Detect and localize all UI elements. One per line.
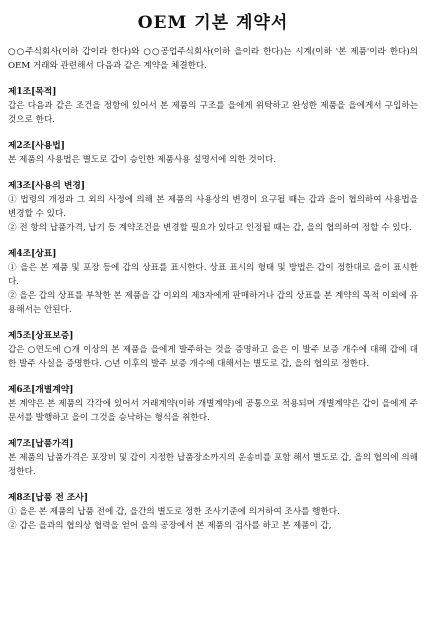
article-3 bbox=[8, 179, 418, 235]
article-title: 제7조[납품가격] bbox=[8, 439, 74, 449]
article-paragraph: ① 법령의 개정과 그 외의 사정에 의해 본 제품의 사용상의 변경이 요구될 때는 갑과 을이 협의하여 사용법을 변경할 수 있다. bbox=[8, 195, 418, 219]
article-paragraph: 본 계약은 본 제품의 각각에 있어서 거래계약(이하 개별계약)에 공통으로 적용되며 개별계약은 갑이 을에게 주문서를 발행하고 을이 그것을 승낙하는 형식을 취한다. bbox=[8, 399, 418, 423]
article-6 bbox=[8, 383, 418, 425]
article-title: 제4조[상표] bbox=[8, 249, 57, 259]
article-8 bbox=[8, 491, 418, 533]
article-title: 제6조[개별계약] bbox=[8, 385, 74, 395]
article-title: 제3조[사용의 변경] bbox=[8, 181, 85, 191]
document-title: OEM 기본 계약서 bbox=[137, 13, 289, 33]
article-2 bbox=[8, 139, 418, 167]
article-paragraph: 본 제품의 사용법은 별도로 갑이 승인한 제품사용 설명서에 의한 것이다. bbox=[8, 155, 277, 165]
article-paragraph: 갑은 다음과 같은 조건을 정함에 있어서 본 제품의 구조를 을에게 위탁하고 완성한 제품을 을에게서 구입하는 것으로 한다. bbox=[8, 101, 418, 125]
article-4 bbox=[8, 247, 418, 317]
article-title: 제1조[목적] bbox=[8, 87, 57, 97]
article-paragraph: 본 제품의 납품가격은 포장비 및 갑이 지정한 납품장소까지의 운송비를 포함 해서 별도로 갑, 을의 협의에 의해 정한다. bbox=[8, 453, 418, 477]
article-5 bbox=[8, 329, 418, 371]
article-paragraph: ② 을은 갑의 상표를 부착한 본 제품을 갑 이외의 제3자에게 판매하거나 갑의 상표를 본 계약의 목적 이외에 유용해서는 안된다. bbox=[8, 291, 418, 315]
article-title: 제8조[납품 전 조사] bbox=[8, 493, 89, 503]
article-paragraph: ② 전 항의 납품가격, 납기 등 계약조건을 변경할 필요가 있다고 인정될 때는 갑, 을의 협의하여 정할 수 있다. bbox=[8, 223, 412, 233]
article-1 bbox=[8, 85, 418, 127]
intro-paragraph: ○○주식회사(이하 갑이라 한다)와 ○○공업주식회사(이하 을이라 한다)는 시계(이하 '본 제품'이라 한다)의 OEM 거래와 관련해서 다음과 같은 계약을 체결한다. bbox=[8, 47, 418, 71]
article-paragraph: 갑은 ○연도에 ○개 이상의 본 제품을 을에게 발주하는 것을 증명하고 을은 이 발주 보증 개수에 대해 갑에 대한 발주 사실을 증명한다. ○년 이후의 발주 보증 개수에 대해서는 별도로 갑, 을의 협의로 정한다. bbox=[8, 345, 418, 369]
article-title: 제5조[상표보증] bbox=[8, 331, 74, 341]
article-paragraph: ② 갑은 을과의 협의상 협력을 얻어 을의 공장에서 본 제품의 검사를 하고 본 제품이 갑, bbox=[8, 521, 332, 531]
article-paragraph: ① 을은 본 제품 및 포장 등에 갑의 상표를 표시한다. 상표 표시의 형태 및 방법은 갑이 정한대로 을이 표시한다. bbox=[8, 263, 418, 287]
article-title: 제2조[사용법] bbox=[8, 141, 65, 151]
article-7 bbox=[8, 437, 418, 479]
article-paragraph: ① 을은 본 제품의 납품 전에 갑, 을간의 별도로 정한 조사기준에 의거하여 조사를 행한다. bbox=[8, 507, 340, 517]
